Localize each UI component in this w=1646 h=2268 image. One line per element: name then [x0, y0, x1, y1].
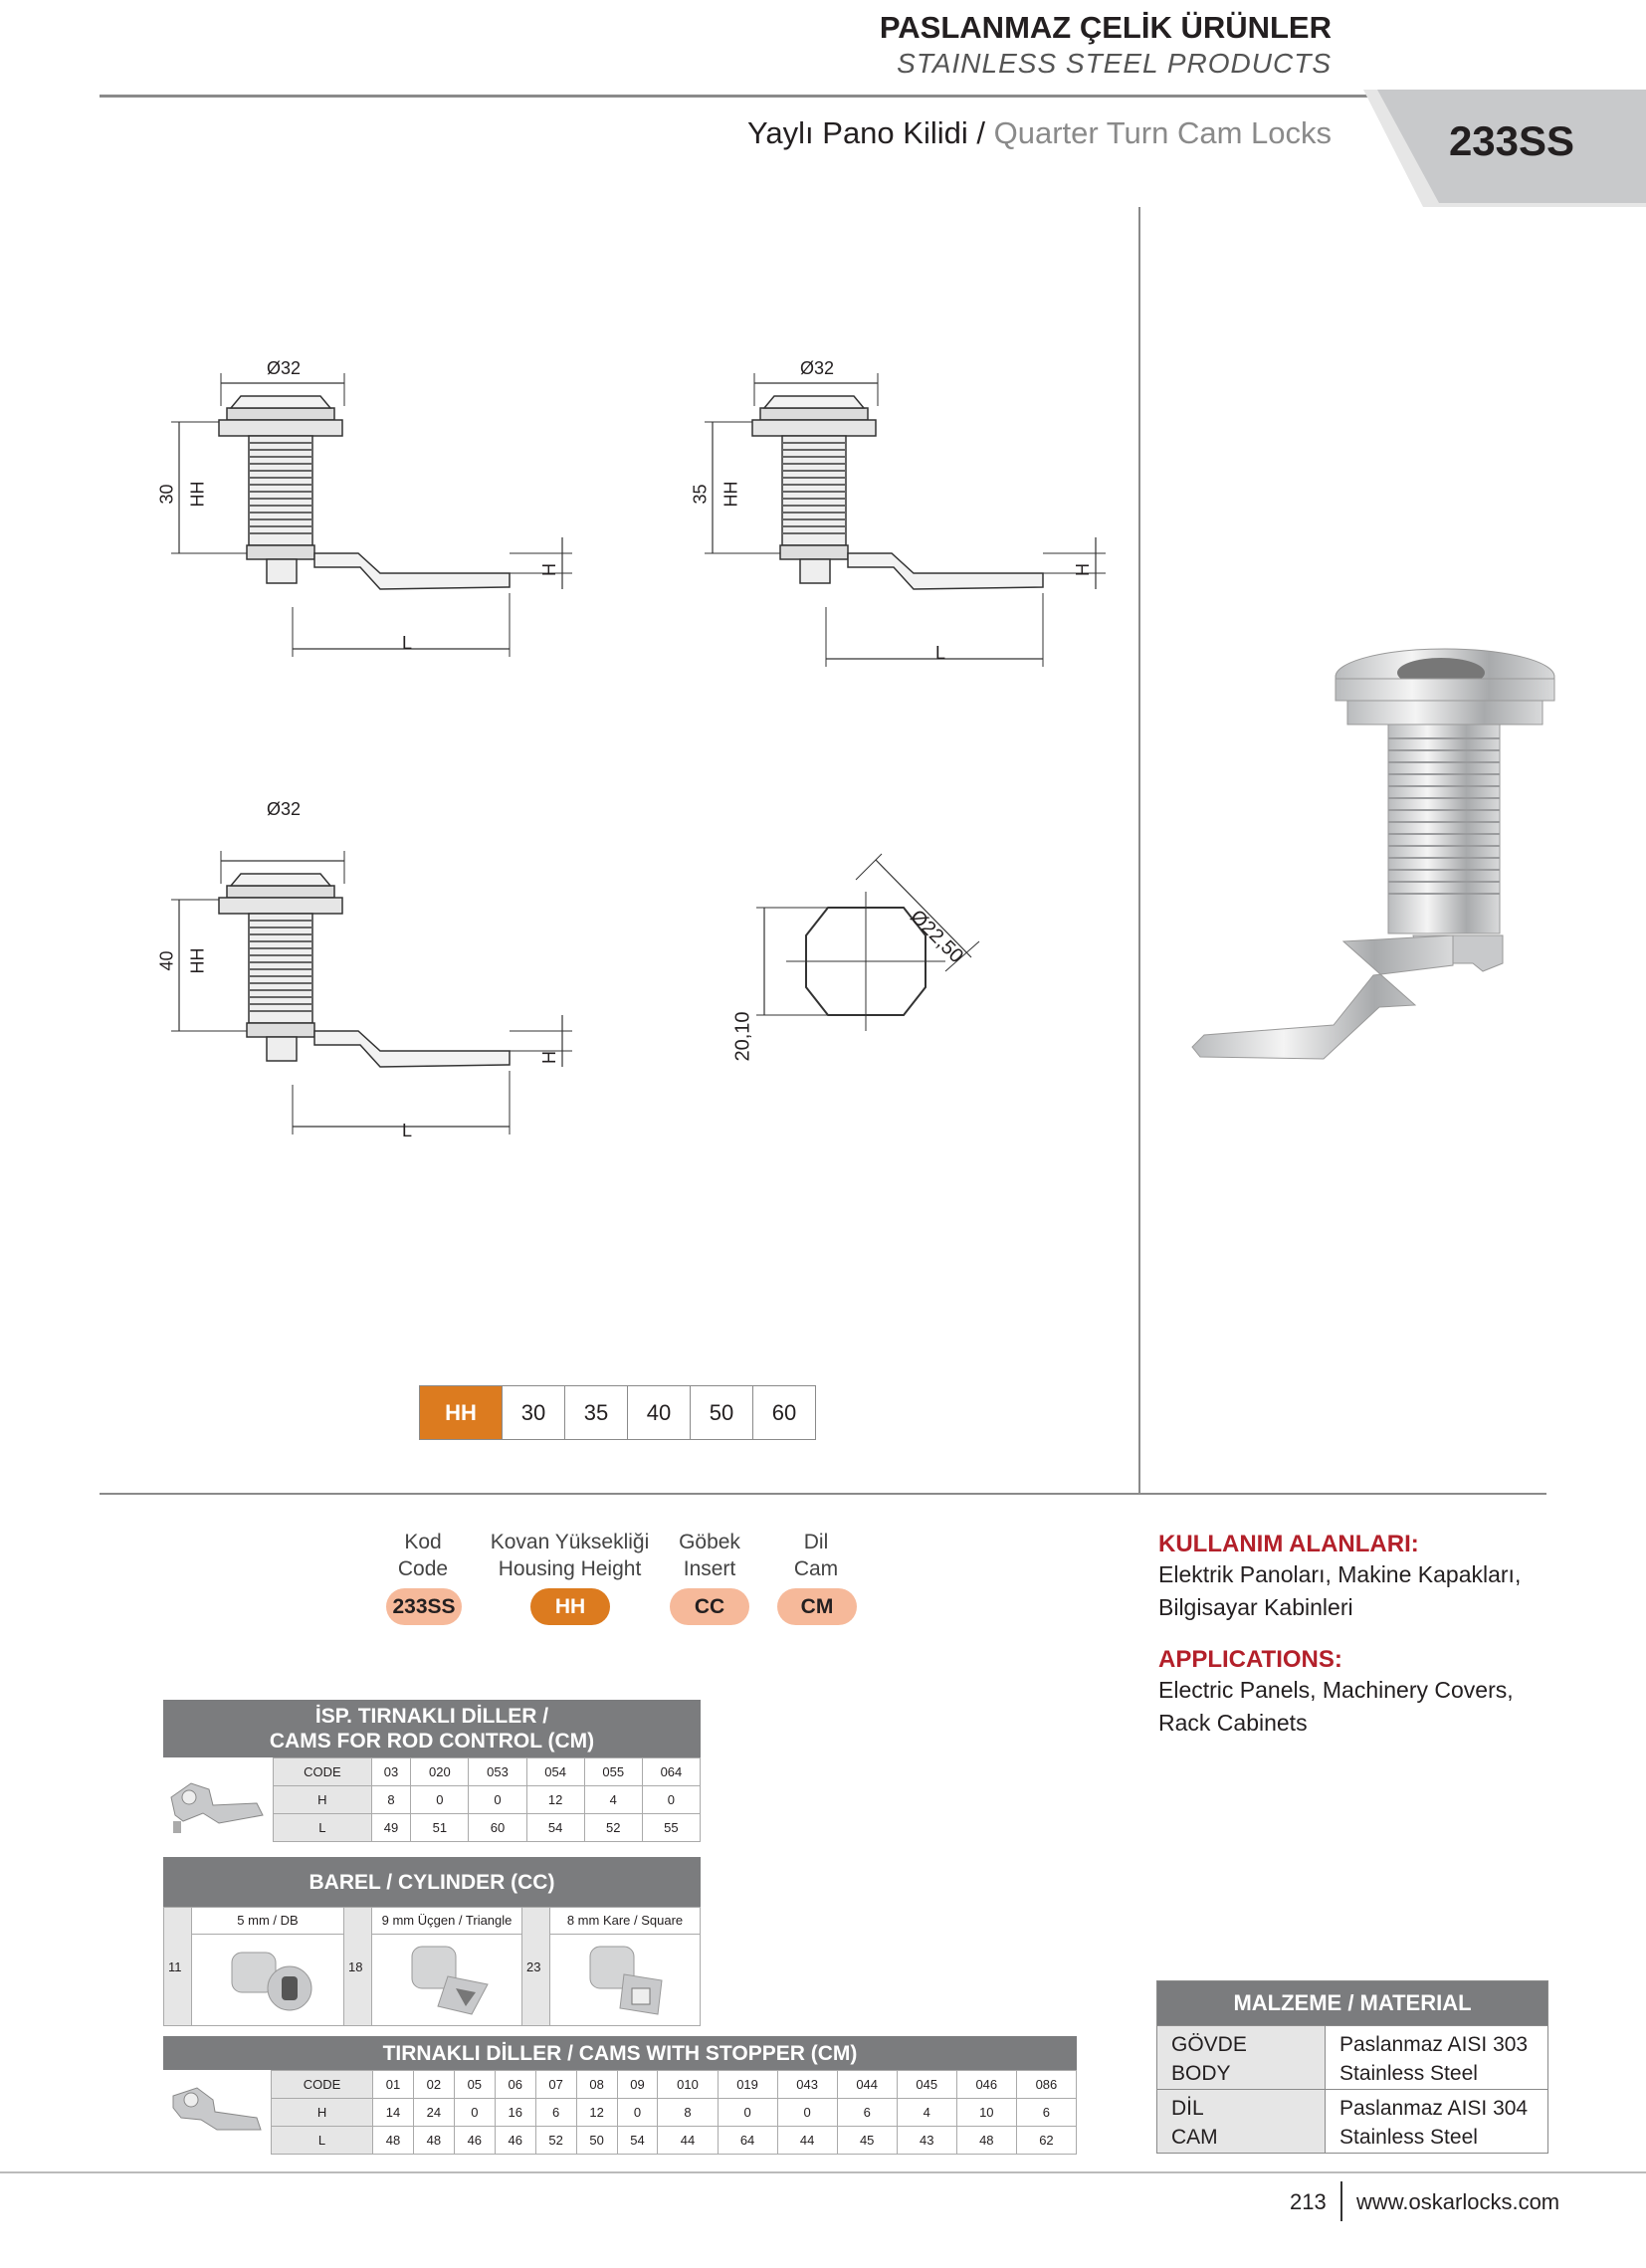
part-en: BODY [1171, 2062, 1231, 2085]
cell: 6 [1016, 2099, 1076, 2127]
applications-title-en: APPLICATIONS: [1158, 1646, 1342, 1673]
material-value [1326, 2090, 1528, 2153]
cell: 62 [1016, 2127, 1076, 2155]
cell: 046 [956, 2071, 1016, 2099]
applications-title-tr: KULLANIM ALANLARI: [1158, 1531, 1419, 1557]
cell: 053 [469, 1758, 526, 1786]
cell: 05 [454, 2071, 495, 2099]
applications-text-en: Rack Cabinets [1158, 1710, 1308, 1736]
diameter-label: Ø32 [800, 358, 835, 378]
cylinder-option [550, 1908, 700, 2025]
rod-cams-title-1: İSP. TIRNAKLI DİLLER / [314, 1705, 549, 1728]
code-col-insert [660, 1529, 759, 1582]
cylinder-option [372, 1908, 522, 2025]
housing-pill: HH [530, 1588, 610, 1625]
rod-cam-image [165, 1763, 269, 1843]
section-rule [100, 1493, 1546, 1495]
cell: 0 [411, 1786, 469, 1814]
cell: 48 [956, 2127, 1016, 2155]
table-row [274, 1758, 701, 1786]
cut-flat-label: 20,10 [731, 1011, 754, 1062]
cell: 49 [371, 1814, 411, 1842]
page-title-en: STAINLESS STEEL PRODUCTS [897, 48, 1332, 79]
cell: 51 [411, 1814, 469, 1842]
code-col-en: Insert [683, 1557, 736, 1580]
code-col-en: Code [397, 1557, 449, 1580]
code-col-cam [766, 1529, 866, 1582]
cell: 54 [526, 1814, 584, 1842]
cell: 16 [495, 2099, 535, 2127]
cylinder-option [192, 1908, 344, 2025]
rod-cams-table [273, 1757, 701, 1842]
cell: H [274, 1786, 372, 1814]
cell: 44 [658, 2127, 718, 2155]
l-label: L [402, 1121, 413, 1140]
h-label: H [539, 1051, 559, 1064]
mat-en: Stainless Steel [1339, 2062, 1478, 2085]
cell: 46 [495, 2127, 535, 2155]
cell: 0 [718, 2099, 777, 2127]
material-title: MALZEME / MATERIAL [1157, 1981, 1547, 2025]
cell: 55 [642, 1814, 700, 1842]
h-label: H [1073, 563, 1093, 576]
cell: H [272, 2099, 373, 2127]
code-col-en: Housing Height [498, 1557, 642, 1580]
cell: 0 [454, 2099, 495, 2127]
hh-option: 30 [502, 1386, 564, 1439]
cell: 43 [897, 2127, 956, 2155]
cell: 06 [495, 2071, 535, 2099]
cell: 020 [411, 1758, 469, 1786]
cut-diameter-label: Ø22,50 [906, 906, 968, 968]
l-label: L [402, 633, 413, 653]
product-code-badge: 233SS [1448, 117, 1575, 164]
cell: 48 [373, 2127, 414, 2155]
cell: 8 [658, 2099, 718, 2127]
hh-option: 50 [690, 1386, 752, 1439]
cell: 44 [777, 2127, 837, 2155]
cell: L [272, 2127, 373, 2155]
cell: 064 [642, 1758, 700, 1786]
cell: 0 [777, 2099, 837, 2127]
part-en: CAM [1171, 2126, 1218, 2149]
cell: 4 [897, 2099, 956, 2127]
cell: CODE [272, 2071, 373, 2099]
page-number: 213 [1290, 2189, 1327, 2214]
cell: 24 [413, 2099, 454, 2127]
mat-tr: Paslanmaz AISI 304 [1339, 2097, 1529, 2120]
cell: 086 [1016, 2071, 1076, 2099]
hh-option: 35 [564, 1386, 627, 1439]
hh-label: HH [720, 481, 741, 508]
cell: 12 [576, 2099, 617, 2127]
footer-divider [1340, 2181, 1342, 2221]
header-rule [100, 95, 1383, 98]
cell: CODE [274, 1758, 372, 1786]
table-row [272, 2127, 1077, 2155]
cell: 4 [584, 1786, 642, 1814]
material-part [1157, 2026, 1326, 2089]
table-row [1157, 2089, 1547, 2153]
code-col-tr: Kovan Yüksekliği [490, 1531, 650, 1553]
cell: 64 [718, 2127, 777, 2155]
cell: 0 [642, 1786, 700, 1814]
technical-drawings [149, 338, 1134, 1184]
cell: 09 [617, 2071, 658, 2099]
product-subtitle [747, 115, 1332, 151]
part-tr: DİL [1171, 2097, 1204, 2120]
code-col-en: Cam [793, 1557, 839, 1580]
rod-cams-title [163, 1700, 701, 1757]
subtitle-tr: Yaylı Pano Kilidi / [747, 115, 985, 150]
material-value [1326, 2026, 1528, 2089]
cylinder-code: 11 [164, 1908, 192, 2025]
cam-pill: CM [777, 1588, 857, 1625]
rod-cams-title-2: CAMS FOR ROD CONTROL (CM) [269, 1730, 595, 1753]
cell: 043 [777, 2071, 837, 2099]
insert-pill: CC [670, 1588, 749, 1625]
subtitle-en: Quarter Turn Cam Locks [993, 115, 1332, 150]
height-35-label: 35 [690, 484, 711, 505]
cell: 08 [576, 2071, 617, 2099]
cell: 6 [535, 2099, 576, 2127]
hh-option-label: HH [420, 1386, 502, 1439]
cylinder-label: 8 mm Kare / Square [550, 1908, 700, 1935]
cell: 02 [413, 2071, 454, 2099]
applications-text-tr: Bilgisayar Kabinleri [1158, 1594, 1353, 1620]
cell: 10 [956, 2099, 1016, 2127]
hh-label: HH [187, 947, 208, 974]
material-part [1157, 2090, 1326, 2153]
cylinder-label: 9 mm Üçgen / Triangle [372, 1908, 521, 1935]
height-30-label: 30 [156, 484, 177, 505]
cell: 12 [526, 1786, 584, 1814]
height-40-label: 40 [156, 950, 177, 971]
column-divider [1138, 207, 1140, 1495]
cell: 54 [617, 2127, 658, 2155]
footer-url[interactable]: www.oskarlocks.com [1355, 2189, 1560, 2214]
table-row [272, 2099, 1077, 2127]
code-pill: 233SS [386, 1588, 462, 1625]
hh-options-table [419, 1385, 816, 1440]
cell: 45 [837, 2127, 897, 2155]
cell: 60 [469, 1814, 526, 1842]
table-row [274, 1814, 701, 1842]
cylinder-code: 18 [344, 1908, 372, 2025]
stopper-cam-image [167, 2078, 267, 2146]
cell: 6 [837, 2099, 897, 2127]
cell: 50 [576, 2127, 617, 2155]
hh-option: 60 [752, 1386, 815, 1439]
cylinder-triangle-image [372, 1935, 521, 2024]
cell: 52 [584, 1814, 642, 1842]
mat-en: Stainless Steel [1339, 2126, 1478, 2149]
cylinder-title: BAREL / CYLINDER (CC) [163, 1857, 701, 1907]
cell: 03 [371, 1758, 411, 1786]
stopper-cams-table [271, 2070, 1077, 2155]
footer-rule [0, 2171, 1646, 2173]
cell: 14 [373, 2099, 414, 2127]
applications-text-en: Electric Panels, Machinery Covers, [1158, 1677, 1514, 1703]
cell: 46 [454, 2127, 495, 2155]
cell: 055 [584, 1758, 642, 1786]
cell: 019 [718, 2071, 777, 2099]
cell: 0 [617, 2099, 658, 2127]
applications-text-tr: Elektrik Panoları, Makine Kapakları, [1158, 1561, 1522, 1587]
stopper-cams-title: TIRNAKLI DİLLER / CAMS WITH STOPPER (CM) [163, 2036, 1077, 2070]
l-label: L [935, 643, 946, 663]
footer [1290, 2181, 1559, 2221]
cylinder-label: 5 mm / DB [192, 1908, 343, 1935]
product-photo [1184, 647, 1582, 1085]
cylinder-square-image [550, 1935, 700, 2024]
diameter-label: Ø32 [267, 799, 302, 819]
cell: 0 [469, 1786, 526, 1814]
hh-label: HH [187, 481, 208, 508]
code-col-tr: Göbek [679, 1531, 740, 1553]
applications-block [1158, 1531, 1556, 1740]
cylinder-code: 23 [522, 1908, 550, 2025]
cell: 01 [373, 2071, 414, 2099]
cylinder-db-image [192, 1935, 343, 2024]
table-row [274, 1786, 701, 1814]
code-col-housing [478, 1529, 662, 1582]
cell: L [274, 1814, 372, 1842]
mat-tr: Paslanmaz AISI 303 [1339, 2033, 1529, 2056]
cylinder-table [163, 1907, 701, 2026]
cell: 054 [526, 1758, 584, 1786]
cell: 07 [535, 2071, 576, 2099]
cell: 010 [658, 2071, 718, 2099]
hh-option: 40 [627, 1386, 690, 1439]
cell: 48 [413, 2127, 454, 2155]
diameter-label: Ø32 [267, 358, 302, 378]
cell: 044 [837, 2071, 897, 2099]
material-table [1156, 1980, 1548, 2154]
page-title: PASLANMAZ ÇELİK ÜRÜNLER [879, 10, 1332, 45]
table-row [1157, 2025, 1547, 2089]
h-label: H [539, 563, 559, 576]
table-row [272, 2071, 1077, 2099]
cell: 045 [897, 2071, 956, 2099]
code-col-tr: Kod [404, 1531, 442, 1553]
cell: 52 [535, 2127, 576, 2155]
code-col-tr: Dil [803, 1531, 829, 1553]
cell: 8 [371, 1786, 411, 1814]
part-tr: GÖVDE [1171, 2033, 1247, 2056]
